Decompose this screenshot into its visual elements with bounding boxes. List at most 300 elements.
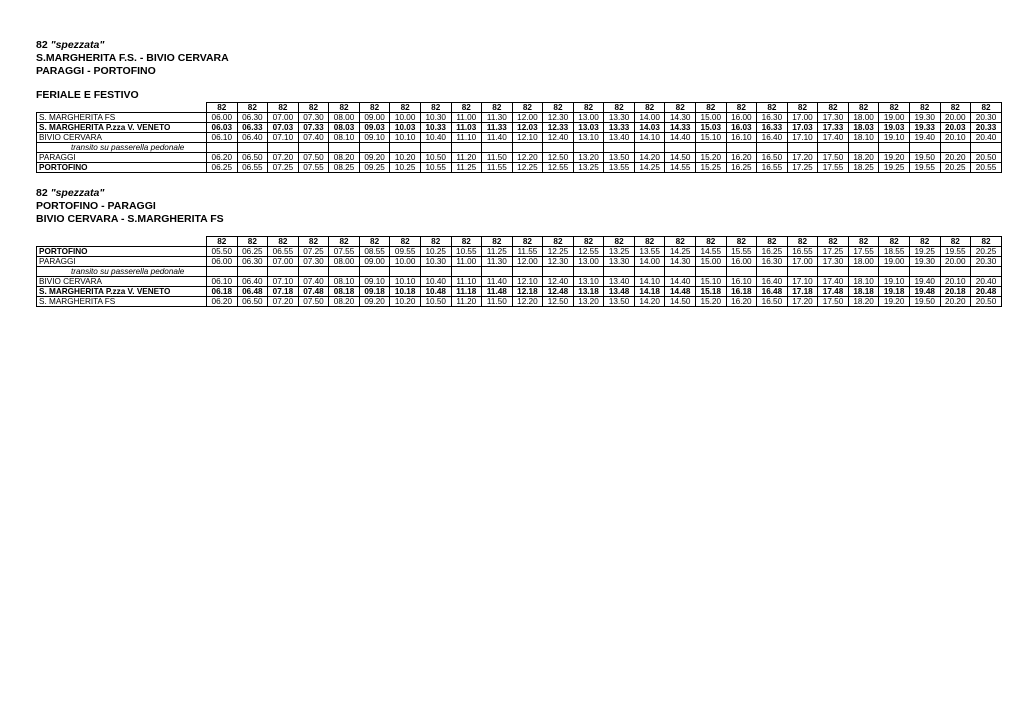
- route-number-cell: 82: [696, 237, 727, 247]
- departure-time: 20.55: [971, 163, 1002, 173]
- departure-time: 14.18: [634, 287, 665, 297]
- departure-time: 17.25: [787, 163, 818, 173]
- section-2-title-block: [36, 187, 1002, 226]
- departure-time: 09.10: [359, 277, 390, 287]
- departure-time: 10.33: [420, 123, 451, 133]
- departure-time: 10.20: [390, 297, 421, 307]
- route-number-cell: 82: [482, 103, 513, 113]
- departure-time: 07.30: [298, 113, 329, 123]
- departure-time: 17.00: [787, 257, 818, 267]
- departure-time: [237, 143, 268, 153]
- departure-time: 06.30: [237, 257, 268, 267]
- departure-time: 17.55: [848, 247, 879, 257]
- departure-time: 07.55: [329, 247, 360, 257]
- departure-time: 06.40: [237, 277, 268, 287]
- route-number-cell: 82: [848, 237, 879, 247]
- departure-time: 19.50: [909, 297, 940, 307]
- departure-time: 06.50: [237, 297, 268, 307]
- departure-time: 17.20: [787, 297, 818, 307]
- departure-time: 12.48: [543, 287, 574, 297]
- departure-time: [329, 267, 360, 277]
- route-header-row: [37, 237, 1002, 247]
- departure-time: 06.00: [207, 113, 238, 123]
- departure-time: [512, 267, 543, 277]
- departure-time: 12.55: [543, 163, 574, 173]
- departure-time: [420, 143, 451, 153]
- table-row: [37, 267, 1002, 277]
- day-type-label: FERIALE E FESTIVO: [36, 89, 139, 101]
- departure-time: 10.20: [390, 153, 421, 163]
- route-number-cell: 82: [420, 103, 451, 113]
- departure-time: 06.03: [207, 123, 238, 133]
- departure-time: 16.03: [726, 123, 757, 133]
- departure-time: 14.20: [634, 153, 665, 163]
- route-number-cell: 82: [298, 103, 329, 113]
- departure-time: 11.55: [482, 163, 513, 173]
- route-number-cell: 82: [634, 103, 665, 113]
- route-number-cell: 82: [787, 103, 818, 113]
- departure-time: 10.25: [390, 163, 421, 173]
- departure-time: 13.00: [573, 257, 604, 267]
- departure-time: 19.03: [879, 123, 910, 133]
- departure-time: 15.55: [726, 247, 757, 257]
- table-row: [37, 247, 1002, 257]
- departure-time: 10.50: [420, 153, 451, 163]
- departure-time: [634, 143, 665, 153]
- route-direction-line2: PARAGGI - PORTOFINO: [36, 65, 156, 77]
- route-number-cell: 82: [268, 237, 299, 247]
- departure-time: 13.18: [573, 287, 604, 297]
- departure-time: 13.48: [604, 287, 635, 297]
- departure-time: 17.40: [818, 133, 849, 143]
- stop-name: PORTOFINO: [37, 247, 207, 257]
- departure-time: [298, 267, 329, 277]
- stop-name: BIVIO CERVARA: [37, 277, 207, 287]
- table-row: [37, 287, 1002, 297]
- departure-time: 13.10: [573, 277, 604, 287]
- departure-time: 11.55: [512, 247, 543, 257]
- departure-time: 08.20: [329, 297, 360, 307]
- departure-time: [604, 143, 635, 153]
- departure-time: [909, 143, 940, 153]
- departure-time: 19.20: [879, 297, 910, 307]
- departure-time: 09.03: [359, 123, 390, 133]
- route-number-cell: 82: [604, 237, 635, 247]
- timetable-page: [36, 39, 1002, 307]
- departure-time: 12.33: [543, 123, 574, 133]
- route-number-cell: 82: [512, 103, 543, 113]
- departure-time: 12.20: [512, 153, 543, 163]
- stop-name: PORTOFINO: [37, 163, 207, 173]
- departure-time: [329, 143, 360, 153]
- departure-time: [940, 143, 971, 153]
- route-number-cell: 82: [909, 103, 940, 113]
- departure-time: 19.30: [909, 113, 940, 123]
- departure-time: 13.20: [573, 153, 604, 163]
- departure-time: [390, 267, 421, 277]
- departure-time: 14.40: [665, 277, 696, 287]
- departure-time: [268, 143, 299, 153]
- departure-time: 15.00: [696, 257, 727, 267]
- route-direction-line1: S.MARGHERITA F.S. - BIVIO CERVARA: [36, 52, 229, 64]
- departure-time: 16.25: [757, 247, 788, 257]
- departure-time: 10.00: [390, 113, 421, 123]
- departure-time: 18.00: [848, 257, 879, 267]
- table-row: [37, 123, 1002, 133]
- departure-time: 19.25: [909, 247, 940, 257]
- departure-time: [451, 143, 482, 153]
- departure-time: 14.00: [634, 113, 665, 123]
- departure-time: [359, 267, 390, 277]
- departure-time: 12.40: [543, 133, 574, 143]
- departure-time: 12.55: [573, 247, 604, 257]
- header-blank-cell: [37, 103, 207, 113]
- departure-time: 15.25: [696, 163, 727, 173]
- stop-name: S. MARGHERITA P.zza V. VENETO: [37, 123, 207, 133]
- route-number-cell: 82: [604, 103, 635, 113]
- departure-time: 07.00: [268, 257, 299, 267]
- departure-time: 10.30: [420, 257, 451, 267]
- departure-time: 11.20: [451, 297, 482, 307]
- departure-time: 08.10: [329, 133, 360, 143]
- departure-time: 17.50: [818, 153, 849, 163]
- departure-time: 12.10: [512, 277, 543, 287]
- departure-time: 14.48: [665, 287, 696, 297]
- route-number-cell: 82: [573, 237, 604, 247]
- route-number-cell: 82: [420, 237, 451, 247]
- route-number-cell: 82: [971, 237, 1002, 247]
- departure-time: 11.20: [451, 153, 482, 163]
- departure-time: 07.03: [268, 123, 299, 133]
- departure-time: 16.33: [757, 123, 788, 133]
- departure-time: 12.00: [512, 113, 543, 123]
- departure-time: 10.48: [420, 287, 451, 297]
- departure-time: 07.00: [268, 113, 299, 123]
- departure-time: 10.03: [390, 123, 421, 133]
- route-number-cell: 82: [237, 237, 268, 247]
- route-number-cell: 82: [390, 237, 421, 247]
- route-direction-line1: PORTOFINO - PARAGGI: [36, 200, 156, 212]
- departure-time: 11.50: [482, 153, 513, 163]
- departure-time: 17.48: [818, 287, 849, 297]
- route-number-cell: 82: [451, 237, 482, 247]
- departure-time: 09.18: [359, 287, 390, 297]
- departure-time: [207, 143, 238, 153]
- departure-time: 20.30: [971, 113, 1002, 123]
- table-row: [37, 133, 1002, 143]
- departure-time: 14.00: [634, 257, 665, 267]
- departure-time: 13.10: [573, 133, 604, 143]
- departure-time: 08.10: [329, 277, 360, 287]
- departure-time: 08.25: [329, 163, 360, 173]
- route-number-cell: 82: [696, 103, 727, 113]
- departure-time: 18.18: [848, 287, 879, 297]
- route-number-cell: 82: [207, 237, 238, 247]
- departure-time: [390, 143, 421, 153]
- route-number: 82: [36, 187, 48, 199]
- departure-time: 07.20: [268, 153, 299, 163]
- departure-time: 14.10: [634, 133, 665, 143]
- departure-time: [451, 267, 482, 277]
- departure-time: 19.40: [909, 133, 940, 143]
- route-direction-line2: BIVIO CERVARA - S.MARGHERITA FS: [36, 213, 224, 225]
- departure-time: 15.03: [696, 123, 727, 133]
- departure-time: 14.50: [665, 297, 696, 307]
- departure-time: 20.10: [940, 277, 971, 287]
- departure-time: 12.50: [543, 153, 574, 163]
- departure-time: 12.30: [543, 257, 574, 267]
- table-row: [37, 153, 1002, 163]
- departure-time: 20.48: [971, 287, 1002, 297]
- departure-time: 20.20: [940, 297, 971, 307]
- departure-time: 12.10: [512, 133, 543, 143]
- departure-time: 07.33: [298, 123, 329, 133]
- departure-time: 10.50: [420, 297, 451, 307]
- departure-time: 07.30: [298, 257, 329, 267]
- departure-time: 16.20: [726, 297, 757, 307]
- departure-time: 06.10: [207, 277, 238, 287]
- route-number-cell: 82: [359, 237, 390, 247]
- route-number-cell: 82: [543, 103, 574, 113]
- departure-time: 14.25: [665, 247, 696, 257]
- departure-time: 19.20: [879, 153, 910, 163]
- departure-time: 17.10: [787, 133, 818, 143]
- departure-time: 13.03: [573, 123, 604, 133]
- departure-time: 16.30: [757, 257, 788, 267]
- departure-time: 17.10: [787, 277, 818, 287]
- route-number-cell: 82: [329, 237, 360, 247]
- route-number-cell: 82: [237, 103, 268, 113]
- departure-time: 17.20: [787, 153, 818, 163]
- departure-time: 11.03: [451, 123, 482, 133]
- departure-time: [971, 143, 1002, 153]
- departure-time: 06.20: [207, 153, 238, 163]
- departure-time: 17.00: [787, 113, 818, 123]
- departure-time: [298, 143, 329, 153]
- departure-time: [787, 267, 818, 277]
- departure-time: 11.00: [451, 257, 482, 267]
- departure-time: 12.00: [512, 257, 543, 267]
- departure-time: 16.20: [726, 153, 757, 163]
- departure-time: 10.10: [390, 133, 421, 143]
- departure-time: [726, 267, 757, 277]
- departure-time: 10.18: [390, 287, 421, 297]
- departure-time: 16.25: [726, 163, 757, 173]
- departure-time: 12.03: [512, 123, 543, 133]
- route-number-cell: 82: [573, 103, 604, 113]
- departure-time: 19.40: [909, 277, 940, 287]
- route-number: 82: [36, 39, 48, 51]
- departure-time: 06.00: [207, 257, 238, 267]
- departure-time: [207, 267, 238, 277]
- route-number-cell: 82: [298, 237, 329, 247]
- departure-time: 07.48: [298, 287, 329, 297]
- departure-time: 15.10: [696, 133, 727, 143]
- departure-time: 16.10: [726, 133, 757, 143]
- departure-time: 16.55: [757, 163, 788, 173]
- departure-time: [634, 267, 665, 277]
- route-title: [36, 187, 1002, 200]
- departure-time: [940, 267, 971, 277]
- departure-time: 06.48: [237, 287, 268, 297]
- departure-time: 06.25: [237, 247, 268, 257]
- table-row: [37, 143, 1002, 153]
- departure-time: 19.00: [879, 257, 910, 267]
- departure-time: 06.20: [207, 297, 238, 307]
- route-number-cell: 82: [848, 103, 879, 113]
- stop-name: BIVIO CERVARA: [37, 133, 207, 143]
- departure-time: 19.33: [909, 123, 940, 133]
- route-number-cell: 82: [207, 103, 238, 113]
- departure-time: 20.03: [940, 123, 971, 133]
- departure-time: 18.25: [848, 163, 879, 173]
- departure-time: 16.30: [757, 113, 788, 123]
- departure-time: [818, 267, 849, 277]
- departure-time: 20.20: [940, 153, 971, 163]
- route-number-cell: 82: [940, 237, 971, 247]
- departure-time: 08.03: [329, 123, 360, 133]
- departure-time: [604, 267, 635, 277]
- departure-time: 20.50: [971, 153, 1002, 163]
- departure-time: 17.25: [818, 247, 849, 257]
- table-row: [37, 257, 1002, 267]
- row-note: transito su passerella pedonale: [37, 267, 207, 277]
- departure-time: 16.48: [757, 287, 788, 297]
- departure-time: 08.18: [329, 287, 360, 297]
- departure-time: 11.48: [482, 287, 513, 297]
- departure-time: 09.20: [359, 297, 390, 307]
- route-number-cell: 82: [512, 237, 543, 247]
- departure-time: 09.55: [390, 247, 421, 257]
- departure-time: 16.18: [726, 287, 757, 297]
- header-blank-cell: [37, 237, 207, 247]
- departure-time: 13.40: [604, 277, 635, 287]
- departure-time: 12.30: [543, 113, 574, 123]
- departure-time: 14.40: [665, 133, 696, 143]
- departure-time: 16.00: [726, 113, 757, 123]
- departure-time: [787, 143, 818, 153]
- departure-time: [543, 267, 574, 277]
- departure-time: 19.10: [879, 277, 910, 287]
- departure-time: [482, 267, 513, 277]
- table-row: [37, 297, 1002, 307]
- departure-time: 12.20: [512, 297, 543, 307]
- departure-time: 20.18: [940, 287, 971, 297]
- departure-time: 17.30: [818, 113, 849, 123]
- departure-time: 17.50: [818, 297, 849, 307]
- route-number-cell: 82: [359, 103, 390, 113]
- departure-time: 09.20: [359, 153, 390, 163]
- departure-time: [726, 143, 757, 153]
- departure-time: 11.25: [482, 247, 513, 257]
- departure-time: 17.18: [787, 287, 818, 297]
- departure-time: 13.55: [604, 163, 635, 173]
- departure-time: 07.25: [268, 163, 299, 173]
- route-number-cell: 82: [665, 237, 696, 247]
- departure-time: 14.03: [634, 123, 665, 133]
- departure-time: 08.00: [329, 257, 360, 267]
- departure-time: 18.20: [848, 297, 879, 307]
- departure-time: 07.50: [298, 297, 329, 307]
- departure-time: [482, 143, 513, 153]
- departure-time: 13.50: [604, 297, 635, 307]
- departure-time: 20.00: [940, 113, 971, 123]
- departure-time: 18.20: [848, 153, 879, 163]
- table-row: [37, 113, 1002, 123]
- departure-time: [237, 267, 268, 277]
- departure-time: 10.00: [390, 257, 421, 267]
- route-number-cell: 82: [634, 237, 665, 247]
- departure-time: 10.30: [420, 113, 451, 123]
- departure-time: 09.00: [359, 257, 390, 267]
- departure-time: 11.40: [482, 133, 513, 143]
- table-row: [37, 163, 1002, 173]
- departure-time: 13.50: [604, 153, 635, 163]
- departure-time: 09.10: [359, 133, 390, 143]
- route-number-cell: 82: [451, 103, 482, 113]
- departure-time: [971, 267, 1002, 277]
- departure-time: [573, 267, 604, 277]
- departure-time: 14.33: [665, 123, 696, 133]
- departure-time: 19.10: [879, 133, 910, 143]
- route-number-cell: 82: [879, 103, 910, 113]
- departure-time: 16.00: [726, 257, 757, 267]
- departure-time: 14.25: [634, 163, 665, 173]
- departure-time: 11.25: [451, 163, 482, 173]
- stop-name: S. MARGHERITA P.zza V. VENETO: [37, 287, 207, 297]
- departure-time: 10.55: [420, 163, 451, 173]
- departure-time: [879, 143, 910, 153]
- departure-time: 06.10: [207, 133, 238, 143]
- departure-time: 11.40: [482, 277, 513, 287]
- departure-time: 14.30: [665, 257, 696, 267]
- departure-time: 11.00: [451, 113, 482, 123]
- departure-time: 18.03: [848, 123, 879, 133]
- departure-time: [909, 267, 940, 277]
- departure-time: 13.25: [573, 163, 604, 173]
- departure-time: 10.40: [420, 277, 451, 287]
- departure-time: 11.18: [451, 287, 482, 297]
- departure-time: 11.30: [482, 113, 513, 123]
- route-number-cell: 82: [268, 103, 299, 113]
- departure-time: 07.40: [298, 277, 329, 287]
- departure-time: [818, 143, 849, 153]
- route-number-cell: 82: [879, 237, 910, 247]
- stop-name: PARAGGI: [37, 153, 207, 163]
- stop-name: PARAGGI: [37, 257, 207, 267]
- departure-time: 06.25: [207, 163, 238, 173]
- departure-time: [879, 267, 910, 277]
- route-number-cell: 82: [940, 103, 971, 113]
- departure-time: 13.40: [604, 133, 635, 143]
- departure-time: 19.30: [909, 257, 940, 267]
- departure-time: 20.33: [971, 123, 1002, 133]
- departure-time: 10.40: [420, 133, 451, 143]
- departure-time: 14.30: [665, 113, 696, 123]
- departure-time: 19.55: [940, 247, 971, 257]
- departure-time: 11.33: [482, 123, 513, 133]
- departure-time: 13.30: [604, 257, 635, 267]
- departure-time: 12.40: [543, 277, 574, 287]
- departure-time: [665, 267, 696, 277]
- route-number-cell: 82: [818, 103, 849, 113]
- route-number-cell: 82: [971, 103, 1002, 113]
- route-header-row: [37, 103, 1002, 113]
- departure-time: 13.25: [604, 247, 635, 257]
- departure-time: 15.00: [696, 113, 727, 123]
- departure-time: 07.55: [298, 163, 329, 173]
- departure-time: [543, 143, 574, 153]
